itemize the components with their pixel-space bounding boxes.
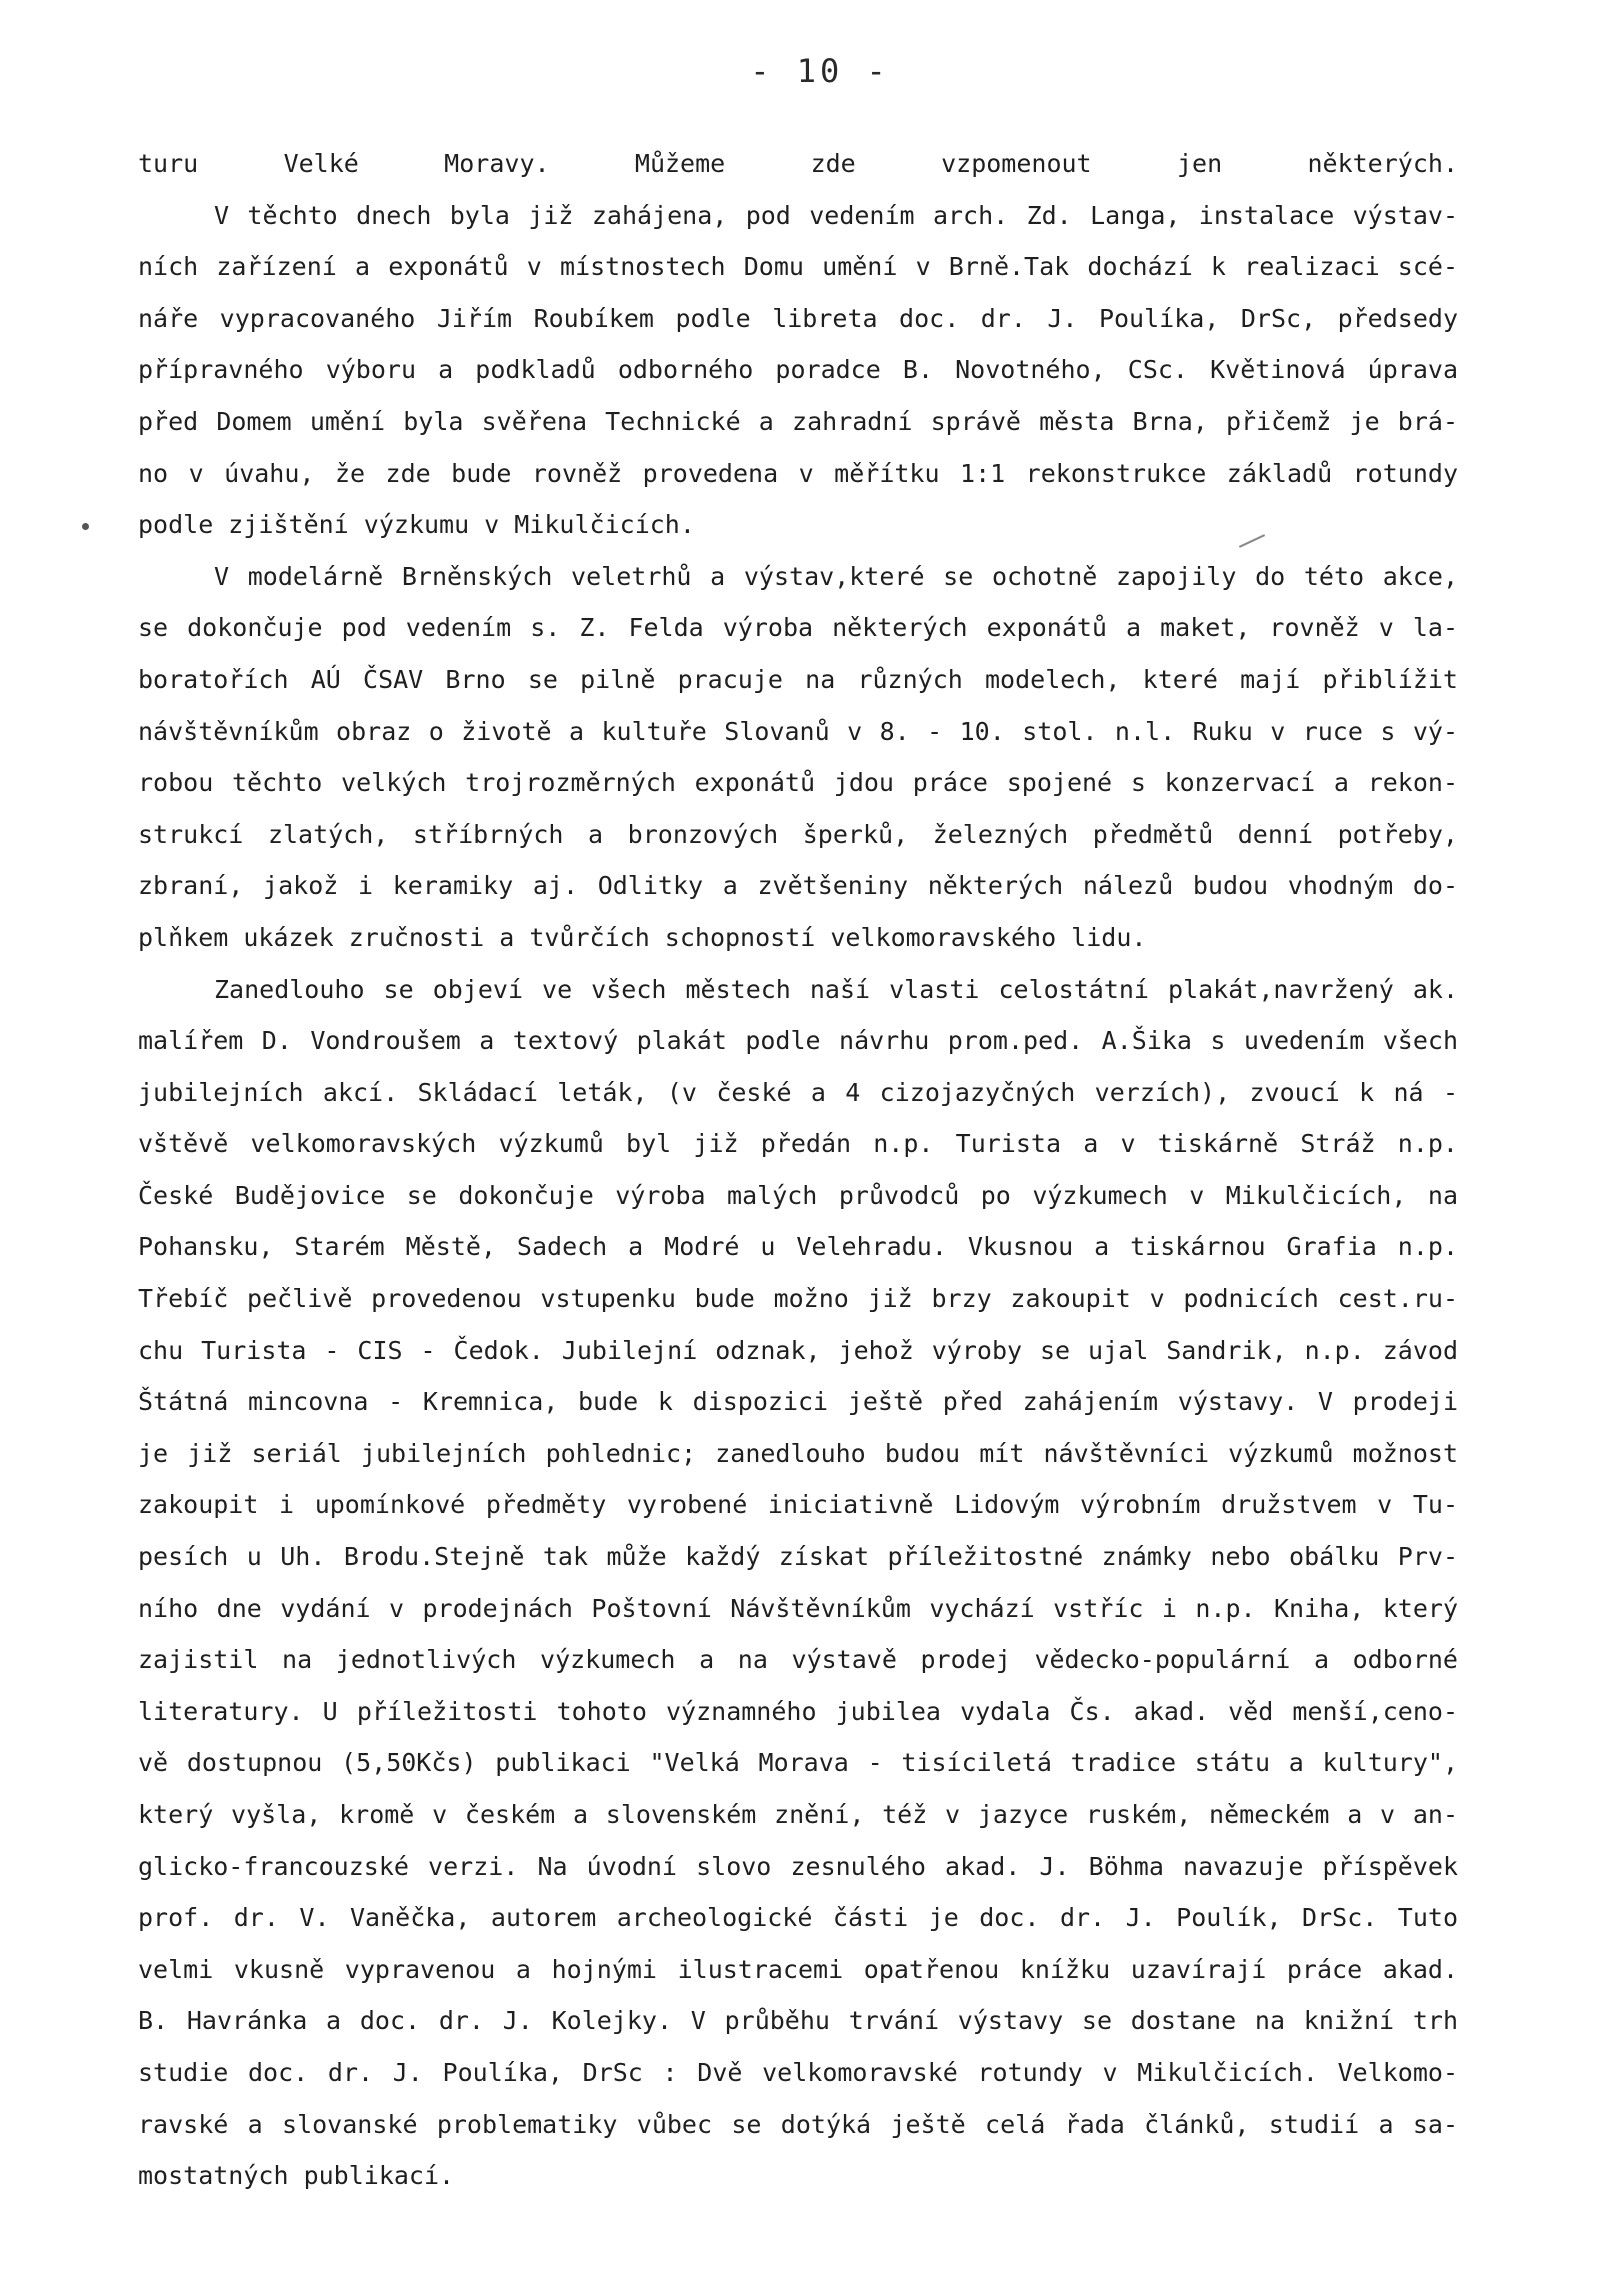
text-line: mostatných publikací. — [138, 2161, 455, 2191]
text-line: Zanedlouho se objeví ve všech městech naší vlasti celostátní plakát,navržený ak. — [214, 974, 1458, 1004]
text-line: malířem D. Vondroušem a textový plakát podle návrhu prom.ped. A.Šika s uvedením všech — [138, 1026, 1458, 1056]
text-line: B. Havránka a doc. dr. J. Kolejky. V průběhu trvání výstavy se dostane na knižní trh — [138, 2006, 1458, 2036]
text-line: ních zařízení a exponátů v místnostech Domu umění v Brně.Tak dochází k realizaci scé- — [138, 252, 1458, 282]
text-line: přípravného výboru a podkladů odborného poradce B. Novotného, CSc. Květinová úprava — [138, 355, 1458, 385]
text-line: prof. dr. V. Vaněčka, autorem archeologické části je doc. dr. J. Poulík, DrSc. Tuto — [138, 1903, 1458, 1933]
text-line: vě dostupnou (5,50Kčs) publikaci "Velká Morava - tisíciletá tradice státu a kultury", — [138, 1748, 1458, 1778]
text-line: je již seriál jubilejních pohlednic; zanedlouho budou mít návštěvníci výzkumů možnost — [138, 1438, 1458, 1468]
text-line: zbraní, jakož i keramiky aj. Odlitky a zvětšeniny některých nálezů budou vhodným do- — [138, 871, 1458, 901]
text-line: no v úvahu, že zde bude rovněž provedena v měřítku 1:1 rekonstrukce základů rotundy — [138, 458, 1458, 488]
text-line: robou těchto velkých trojrozměrných exponátů jdou práce spojené s konzervací a rekon- — [138, 768, 1458, 798]
text-line: náře vypracovaného Jiřím Roubíkem podle libreta doc. dr. J. Poulíka, DrSc, předsedy — [138, 303, 1458, 333]
text-line: ního dne vydání v prodejnách Poštovní Návštěvníkům vychází vstříc i n.p. Kniha, který — [138, 1593, 1458, 1623]
text-line: jubilejních akcí. Skládací leták, (v české a 4 cizojazyčných verzích), zvoucí k ná - — [138, 1077, 1458, 1107]
text-line: vštěvě velkomoravských výzkumů byl již předán n.p. Turista a v tiskárně Stráž n.p. — [138, 1129, 1458, 1159]
text-line: Štátná mincovna - Kremnica, bude k dispozici ještě před zahájením výstavy. V prodeji — [138, 1387, 1458, 1417]
text-line: Třebíč pečlivě provedenou vstupenku bude možno již brzy zakoupit v podnicích cest.ru- — [138, 1284, 1458, 1314]
text-line: literatury. U příležitosti tohoto významného jubilea vydala Čs. akad. věd menší,ceno- — [138, 1696, 1458, 1726]
text-line: zakoupit i upomínkové předměty vyrobené iniciativně Lidovým výrobním družstvem v Tu- — [138, 1490, 1458, 1520]
text-line: V modelárně Brněnských veletrhů a výstav,které se ochotně zapojily do této akce, — [214, 561, 1458, 591]
text-line: chu Turista - CIS - Čedok. Jubilejní odznak, jehož výroby se ujal Sandrik, n.p. závod — [138, 1335, 1458, 1365]
text-line: velmi vkusně vypravenou a hojnými ilustracemi opatřenou knížku uzavírají práce akad. — [138, 1954, 1458, 1984]
text-line: zajistil na jednotlivých výzkumech a na výstavě prodej vědecko-populární a odborné — [138, 1645, 1458, 1675]
text-line: před Domem umění byla svěřena Technické a zahradní správě města Brna, přičemž je brá- — [138, 406, 1458, 436]
text-line: studie doc. dr. J. Poulíka, DrSc : Dvě velkomoravské rotundy v Mikulčicích. Velkomo- — [138, 2057, 1458, 2087]
text-line: návštěvníkům obraz o životě a kultuře Slovanů v 8. - 10. stol. n.l. Ruku v ruce s vý- — [138, 716, 1458, 746]
text-line: Pohansku, Starém Městě, Sadech a Modré u Velehradu. Vkusnou a tiskárnou Grafia n.p. — [138, 1232, 1458, 1262]
text-line: se dokončuje pod vedením s. Z. Felda výroba některých exponátů a maket, rovněž v la- — [138, 613, 1458, 643]
text-line: plňkem ukázek zručnosti a tvůrčích schopností velkomoravského lidu. — [138, 922, 1147, 952]
text-line: ravské a slovanské problematiky vůbec se dotýká ještě celá řada článků, studií a sa- — [138, 2109, 1458, 2139]
body-text — [138, 138, 1458, 2202]
text-line: glicko-francouzské verzi. Na úvodní slovo zesnulého akad. J. Böhma navazuje příspěvek — [138, 1851, 1458, 1881]
text-line: turu Velké Moravy. Můžeme zde vzpomenout jen některých. — [138, 149, 1458, 178]
page-number: - 10 - — [750, 52, 890, 90]
margin-mark-dot — [82, 523, 89, 530]
text-line: České Budějovice se dokončuje výroba malých průvodců po výzkumech v Mikulčicích, na — [138, 1180, 1458, 1210]
text-line: který vyšla, kromě v českém a slovenském znění, též v jazyce ruském, německém a v an- — [138, 1800, 1458, 1829]
text-line: podle zjištění výzkumu v Mikulčicích. — [138, 510, 695, 540]
text-line: pesích u Uh. Brodu.Stejně tak může každý získat příležitostné známky nebo obálku Prv- — [138, 1542, 1458, 1572]
text-line: strukcí zlatých, stříbrných a bronzových šperků, železných předmětů denní potřeby, — [138, 819, 1458, 849]
text-line: boratořích AÚ ČSAV Brno se pilně pracuje na různých modelech, které mají přiblížit — [138, 664, 1458, 694]
text-line: V těchto dnech byla již zahájena, pod vedením arch. Zd. Langa, instalace výstav- — [214, 200, 1458, 230]
